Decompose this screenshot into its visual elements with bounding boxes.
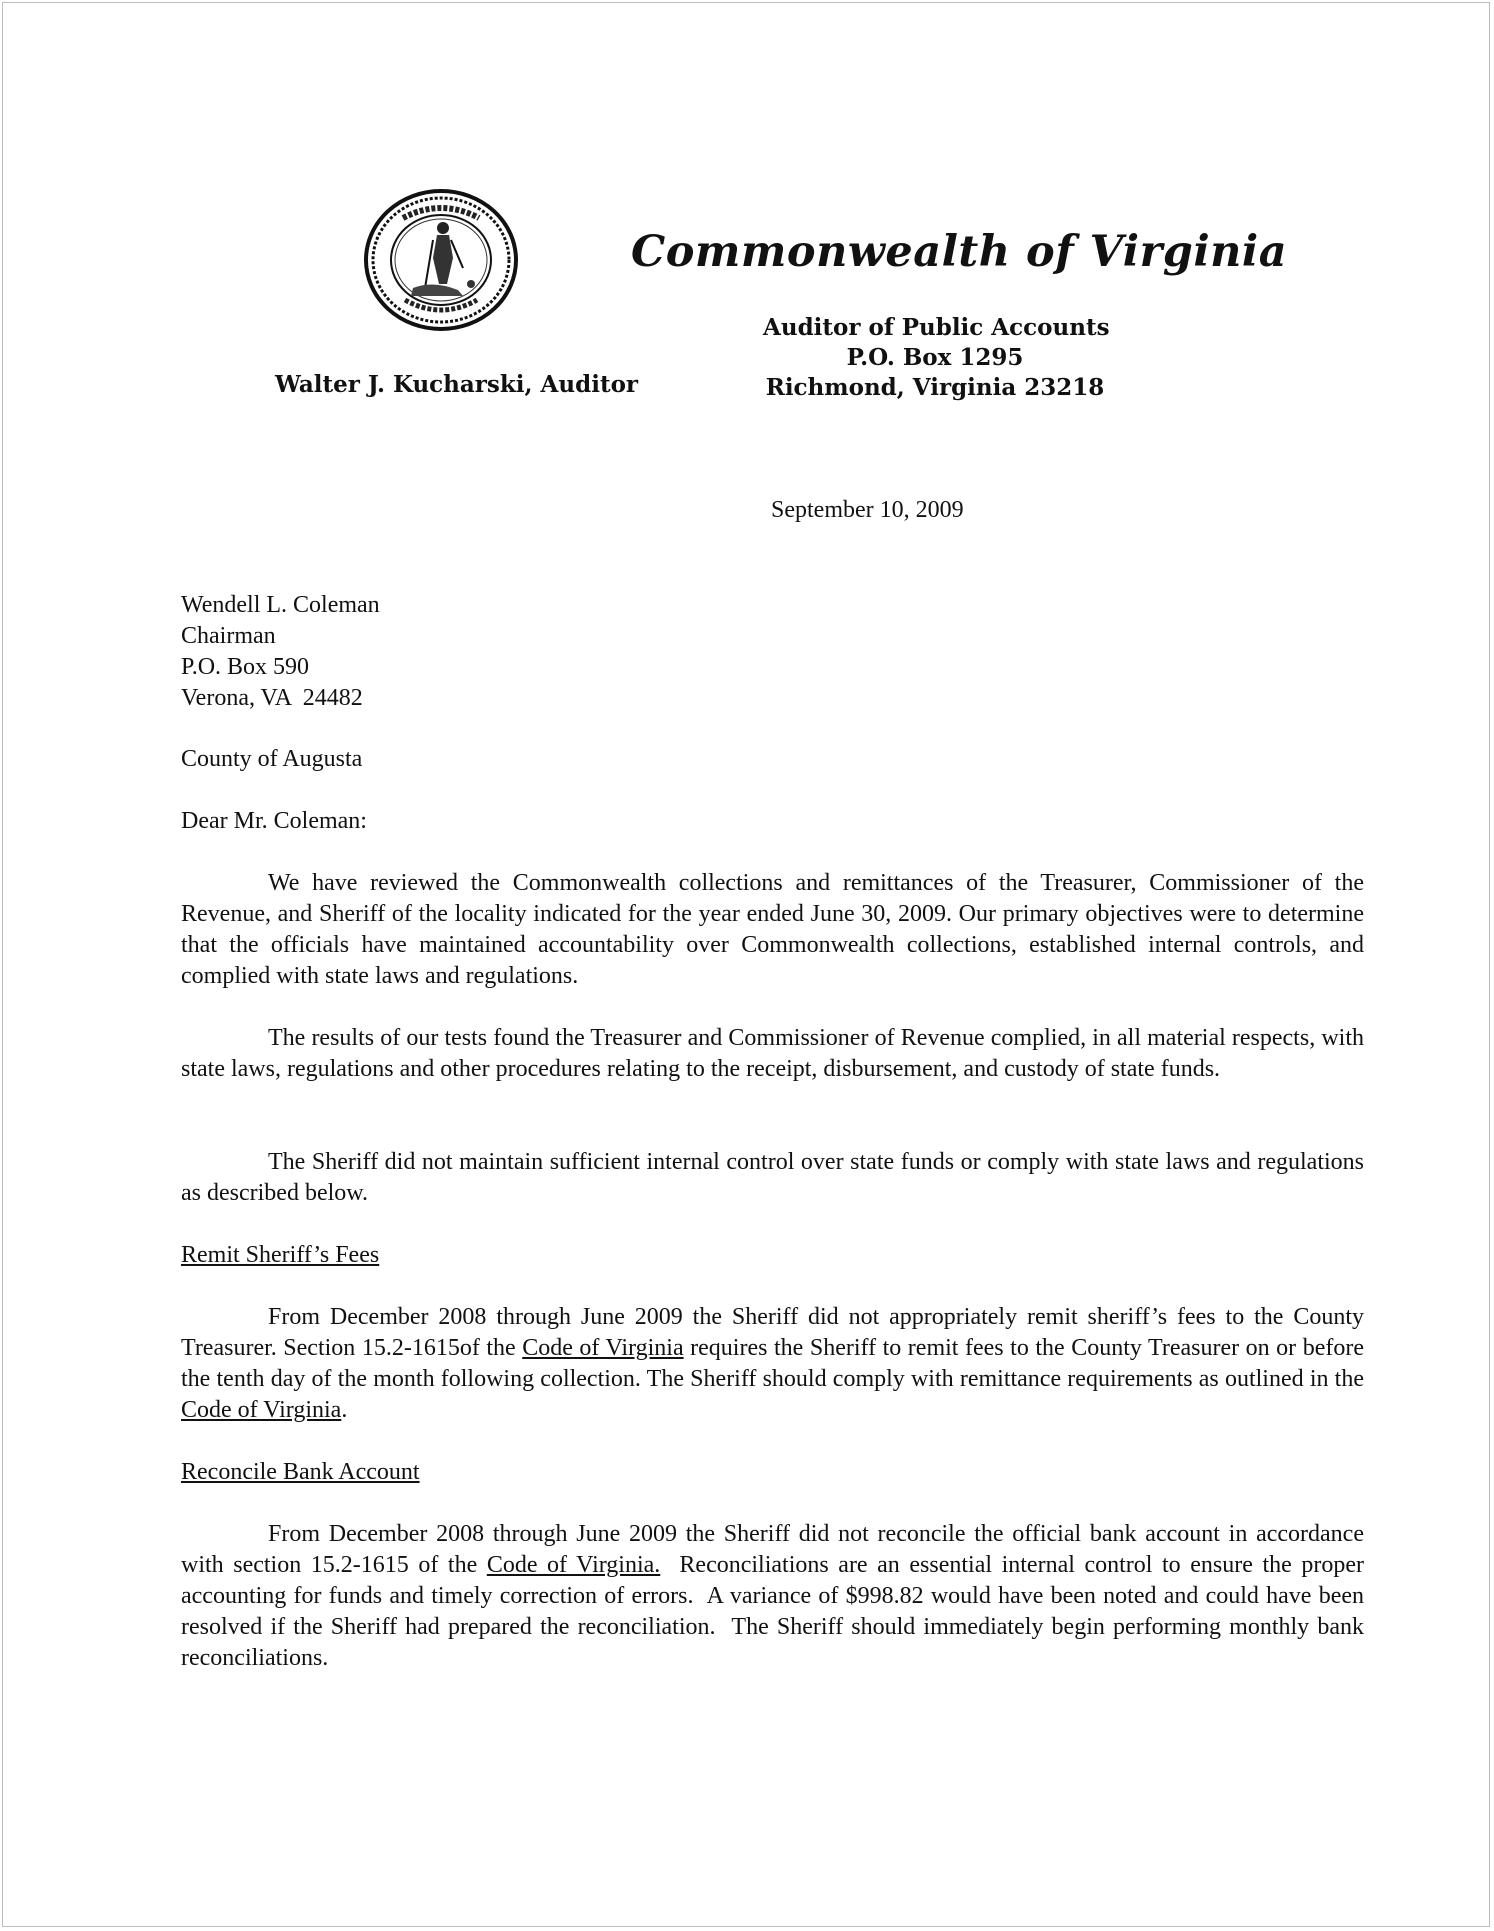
remit-text-2: requires the Sheriff to remit fees to the County Treasurer on or before the tenth day of the month following collection. The Sheriff should comply with remittance requirements as outlined in the [181,1335,1364,1392]
heading-reconcile-bank: Reconcile Bank Account [181,1459,420,1485]
heading-remit-fees: Remit Sheriff’s Fees [181,1242,380,1268]
auditor-name: Walter J. Kucharski, Auditor [275,371,639,398]
code-of-virginia-ref: Code of Virginia. [486,1552,661,1578]
virginia-seal-icon [363,188,519,332]
recipient-line-4: Verona, VA 24482 [181,685,363,711]
paragraph-remit-fees [181,1302,1364,1426]
office-address [763,313,1110,403]
office-line-3: Richmond, Virginia 23218 [765,374,1105,401]
recipient-line-2: Chairman [181,623,276,649]
county-name: County of Augusta [181,746,363,772]
code-of-virginia-ref: Code of Virginia [522,1335,684,1361]
reconcile-text-1: From December 2008 through June 2009 the Sheriff did not reconcile the official bank account in accordance with section 15.2-1615 of the [181,1521,1364,1578]
paragraph-sheriff: The Sheriff did not maintain sufficient internal control over state funds or comply with state laws and regulations as described below. [181,1149,1364,1206]
recipient-line-3: P.O. Box 590 [181,654,310,680]
letterhead-title: Commonwealth of Virginia [631,227,1288,277]
paragraph-results: The results of our tests found the Treasurer and Commissioner of Revenue complied, in all material respects, with state laws, regulations and other procedures relating to the receipt, disbursement, and custody of state funds. [181,1025,1364,1082]
office-line-2: P.O. Box 1295 [846,344,1024,371]
recipient-address [181,590,380,714]
reconcile-text-2: Reconciliations are an essential internal control to ensure the proper accounting for funds and timely correction of errors. A variance of $998.82 would have been noted and could have been resolved if the Sheriff had prepared the reconciliation. The Sheriff should immediately begin performing monthly bank reconciliations. [181,1552,1370,1671]
paragraph-reconcile-bank [181,1519,1370,1674]
code-of-virginia-ref: Code of Virginia [181,1397,342,1423]
remit-text-3: . [341,1397,348,1423]
salutation: Dear Mr. Coleman: [181,808,367,834]
letter-date: September 10, 2009 [771,497,964,523]
recipient-line-1: Wendell L. Coleman [181,592,380,618]
paragraph-objectives: We have reviewed the Commonwealth collections and remittances of the Treasurer, Commissioner of the Revenue, and Sheriff of the locality indicated for the year ended June 30, 2009. Our primary objectives were to determine that the officials have maintained accountability over Commonwealth collections, established internal controls, and complied with state laws and regulations. [181,870,1364,989]
letter-page [2,2,1490,1927]
remit-text-1: From December 2008 through June 2009 the Sheriff did not appropriately remit sheriff’s fees to the County Treasurer. Section 15.2-1615of the [181,1304,1364,1361]
office-line-1: Auditor of Public Accounts [763,314,1110,341]
